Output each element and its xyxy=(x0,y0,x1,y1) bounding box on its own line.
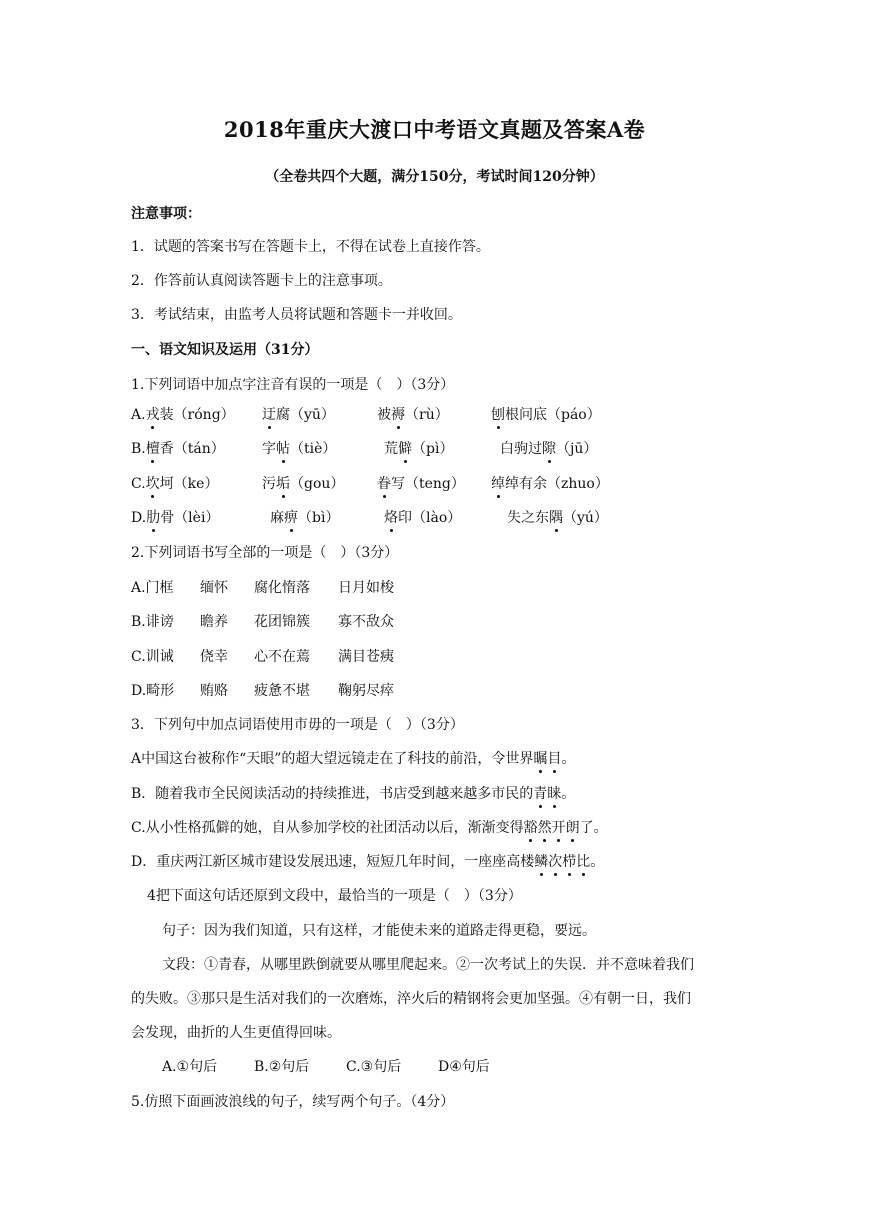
dotted-char: 痹 xyxy=(284,510,298,526)
question-5-stem: 5.仿照下面画波浪线的句子，续写两个句子。（4分） xyxy=(131,1094,455,1110)
page-title: 2018年重庆大渡口中考语文真题及答案A卷 xyxy=(223,117,646,142)
q1-option-a-word3 xyxy=(377,406,449,424)
option-letter: D. xyxy=(131,510,147,526)
option-text: （yú） xyxy=(563,510,608,526)
dotted-char: 青 xyxy=(533,786,548,802)
option-letter: A. xyxy=(131,407,146,423)
q1-option-b-word2 xyxy=(262,440,336,458)
dotted-char: 刨 xyxy=(491,407,505,423)
dotted-char: 坎 xyxy=(145,476,160,492)
dotted-char: 肋 xyxy=(146,510,161,526)
q1-option-d-word3 xyxy=(384,509,461,527)
q2-option-a-word: 缅怀 xyxy=(200,580,228,596)
option-text: 失之东 xyxy=(507,510,549,526)
q1-option-b xyxy=(131,440,225,458)
q3-option-a xyxy=(131,750,575,768)
notice-item: 3．考试结束，由监考人员将试题和答题卡一并收回。 xyxy=(131,307,462,323)
option-text: 。 xyxy=(590,854,605,870)
q2-option-b: B.诽谤 xyxy=(131,614,174,630)
dotted-char: 栉 xyxy=(562,854,577,870)
dotted-char: 豁 xyxy=(523,820,538,836)
q1-option-c-word4 xyxy=(491,475,609,493)
option-text: 坷（ke） xyxy=(159,476,219,492)
dotted-char: 次 xyxy=(548,854,563,870)
option-text: （rù） xyxy=(405,407,449,423)
q4-paragraph: 的失败。③那只是生活对我们的一次磨炼，淬火后的精钢将会更加坚强。④有朝一日，我们 xyxy=(131,991,691,1007)
option-text: （bì） xyxy=(298,510,340,526)
dotted-char: 戎 xyxy=(145,407,160,423)
q2-option-c-word: 心不在蔫 xyxy=(254,649,310,665)
dotted-char: 褥 xyxy=(391,407,405,423)
option-text: 写（teng） xyxy=(391,476,465,492)
q1-option-a-word2 xyxy=(262,406,335,424)
dotted-char: 睐 xyxy=(547,786,562,802)
option-text: 印（lào） xyxy=(398,510,462,526)
option-text: B．随着我市全民阅读活动的持续推进，书店受到越来越多市民的 xyxy=(131,786,534,802)
dotted-char: 开 xyxy=(551,820,566,836)
option-text: C.从小性格孤僻的她，自从参加学校的社团活动以后，渐渐变得 xyxy=(131,820,524,836)
dotted-char: 垢 xyxy=(276,476,290,492)
option-text: 香（tán） xyxy=(159,441,225,457)
notice-item: 2．作答前认真阅读答题卡上的注意事项。 xyxy=(131,273,392,289)
option-text: 了。 xyxy=(579,820,608,836)
option-letter: C. xyxy=(131,476,146,492)
q2-option-d-word: 疲惫不堪 xyxy=(254,683,310,699)
dotted-char: 僻 xyxy=(398,441,412,457)
dotted-char: 目 xyxy=(547,751,562,767)
page-subtitle: （全卷共四个大题，满分150分，考试时间120分钟） xyxy=(265,169,604,185)
q1-option-c xyxy=(131,475,218,493)
q1-option-d xyxy=(131,509,219,527)
option-text: 麻 xyxy=(270,510,284,526)
q4-option-c: C.③句后 xyxy=(346,1059,402,1075)
q4-option-a: A.①句后 xyxy=(162,1059,218,1075)
q2-option-d: D.畸形 xyxy=(131,683,175,699)
option-text: 。 xyxy=(561,751,576,767)
option-text: A中国这台被称作“天眼”的超大望远镜走在了科技的前沿，令世界 xyxy=(131,751,534,767)
q4-option-d: D④句后 xyxy=(438,1059,490,1075)
option-text: 。 xyxy=(561,786,576,802)
dotted-char: 朗 xyxy=(565,820,580,836)
dotted-char: 檀 xyxy=(145,441,160,457)
option-text: 腐（yū） xyxy=(276,407,335,423)
q2-option-a-word: 腐化惰落 xyxy=(254,580,310,596)
option-text: 骨（lèi） xyxy=(160,510,220,526)
dotted-char: 比 xyxy=(576,854,591,870)
q2-option-a: A.门框 xyxy=(131,580,174,596)
q1-option-b-word3 xyxy=(384,440,453,458)
question-4-stem: 4把下面这句话还原到文段中，最恰当的一项是（ ）（3分） xyxy=(147,888,522,904)
option-text: （pì） xyxy=(412,441,454,457)
dotted-char: 眷 xyxy=(377,476,391,492)
q2-option-d-word: 贿赂 xyxy=(200,683,228,699)
option-text: 白驹过 xyxy=(500,441,542,457)
q1-option-a xyxy=(131,406,235,424)
option-letter: B. xyxy=(131,441,146,457)
dotted-char: 然 xyxy=(537,820,552,836)
dotted-char: 帖 xyxy=(276,441,290,457)
q1-option-b-word4 xyxy=(500,440,597,458)
dotted-char: 绰 xyxy=(491,476,505,492)
q1-option-c-word3 xyxy=(377,475,465,493)
q2-option-b-word: 花团锦簇 xyxy=(254,614,310,630)
dotted-char: 烙 xyxy=(384,510,398,526)
dotted-char: 隅 xyxy=(549,510,563,526)
option-text: 根问底（páo） xyxy=(505,407,601,423)
q1-option-d-word4 xyxy=(507,509,608,527)
q4-paragraph: 文段：①青春，从哪里跌倒就要从哪里爬起来。②一次考试上的失误．并不意味着我们 xyxy=(162,957,694,973)
question-2-stem: 2.下列词语书写全部的一项是（ ）（3分） xyxy=(131,545,399,561)
question-1-stem: 1.下列词语中加点字注音有误的一项是（ ）（3分） xyxy=(131,377,455,393)
dotted-char: 瞩 xyxy=(533,751,548,767)
q3-option-b xyxy=(131,785,575,803)
dotted-char: 鳞 xyxy=(534,854,549,870)
q2-option-a-word: 日月如梭 xyxy=(338,580,394,596)
q3-option-d xyxy=(131,853,604,871)
q2-option-b-word: 寡不敌众 xyxy=(338,614,394,630)
section-heading: 一、语文知识及运用（31分） xyxy=(131,342,319,358)
option-text: （tiè） xyxy=(290,441,337,457)
option-text: 绰有余（zhuo） xyxy=(505,476,609,492)
q2-option-c-word: 侥幸 xyxy=(200,649,228,665)
q4-paragraph: 会发现，曲折的人生更值得回味。 xyxy=(131,1025,341,1041)
dotted-char: 迂 xyxy=(262,407,276,423)
option-text: 装（róng） xyxy=(159,407,235,423)
q1-option-a-word4 xyxy=(491,406,601,424)
option-text: 被 xyxy=(377,407,391,423)
option-text: 荒 xyxy=(384,441,398,457)
option-text: 字 xyxy=(262,441,276,457)
q2-option-b-word: 瞻养 xyxy=(200,614,228,630)
q2-option-c-word: 满目苍痍 xyxy=(338,649,394,665)
q1-option-d-word2 xyxy=(270,509,339,527)
q2-option-d-word: 鞠躬尽瘁 xyxy=(338,683,394,699)
q4-option-b: B.②句后 xyxy=(254,1059,310,1075)
notice-heading: 注意事项： xyxy=(131,206,201,222)
dotted-char: 隙 xyxy=(542,441,556,457)
q1-option-c-word2 xyxy=(262,475,344,493)
option-text: （gou） xyxy=(290,476,345,492)
option-text: 污 xyxy=(262,476,276,492)
q2-option-c: C.训诫 xyxy=(131,649,174,665)
notice-item: 1．试题的答案书写在答题卡上，不得在试卷上直接作答。 xyxy=(131,239,490,255)
option-text: （jū） xyxy=(556,441,598,457)
q4-sentence: 句子：因为我们知道，只有这样，才能使未来的道路走得更稳，要远。 xyxy=(162,923,596,939)
option-text: D．重庆两江新区城市建设发展迅速，短短几年时间，一座座高楼 xyxy=(131,854,535,870)
question-3-stem: 3．下列句中加点词语使用市毋的一项是（ ）（3分） xyxy=(131,717,464,733)
q3-option-c xyxy=(131,819,608,837)
